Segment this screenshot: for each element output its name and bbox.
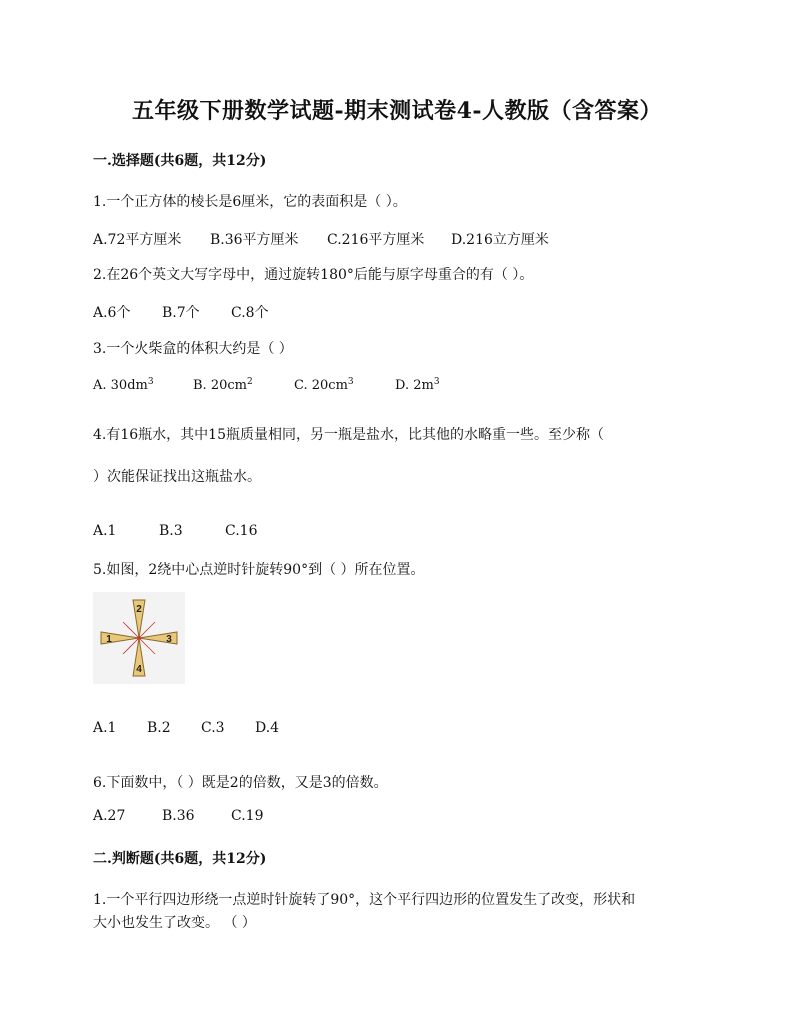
- question-3-options: [93, 377, 440, 393]
- question-5-options: [93, 720, 279, 736]
- option: C.16: [225, 523, 258, 539]
- option: B.3: [159, 523, 183, 539]
- option: C. $20cm^3$: [294, 377, 354, 393]
- question-6: 6.下面数中，（ ）既是2的倍数，又是3的倍数。: [93, 775, 388, 791]
- judgment-1-line-2: 大小也发生了改变。 （ ）: [93, 915, 256, 931]
- question-4-line-2: ）次能保证找出这瓶盐水。: [93, 469, 261, 485]
- blade-label-2: 2: [136, 604, 142, 615]
- option: B.2: [147, 720, 171, 736]
- option: C.216平方厘米: [327, 232, 425, 248]
- option: A.6个: [93, 305, 131, 321]
- question-1: 1.一个正方体的棱长是6厘米，它的表面积是（ ）。: [93, 194, 407, 210]
- option: A.1: [93, 720, 117, 736]
- option: D.4: [255, 720, 280, 736]
- option: D. $2m^3$: [395, 377, 440, 393]
- option: A.27: [93, 808, 126, 824]
- question-2-options: [93, 302, 269, 322]
- judgment-1-line-1: 1.一个平行四边形绕一点逆时针旋转了90°，这个平行四边形的位置发生了改变，形状和: [93, 892, 636, 908]
- question-6-options: [93, 808, 263, 824]
- option: C.19: [231, 808, 264, 824]
- question-4-line-1: 4.有16瓶水，其中15瓶质量相同，另一瓶是盐水，比其他的水略重一些。至少称（: [93, 427, 604, 443]
- blade-label-4: 4: [136, 664, 142, 675]
- option: A.72平方厘米: [93, 232, 182, 248]
- option: B.7个: [162, 305, 200, 321]
- section-heading-multiple-choice: 一.选择题(共6题，共12分): [93, 153, 267, 169]
- blade-label-1: 1: [106, 634, 112, 645]
- option: A.1: [93, 523, 117, 539]
- option: C.3: [201, 720, 225, 736]
- option: A. $30dm^3$: [93, 377, 154, 393]
- option: C.8个: [231, 305, 269, 321]
- option: B.36平方厘米: [210, 232, 299, 248]
- rotation-figure: [93, 592, 185, 684]
- question-3: 3.一个火柴盒的体积大约是（ ）: [93, 341, 293, 357]
- blade-label-3: 3: [166, 634, 172, 645]
- question-2: 2.在26个英文大写字母中，通过旋转180°后能与原字母重合的有（ ）。: [93, 267, 534, 283]
- option: B. $20cm^2$: [193, 377, 253, 393]
- page-title: 五年级下册数学试题-期末测试卷4-人教版（含答案）: [131, 98, 663, 124]
- question-1-options: [93, 229, 549, 249]
- rotation-figure-svg: [93, 592, 185, 684]
- option: B.36: [162, 808, 195, 824]
- section-heading-true-false: 二.判断题(共6题，共12分): [93, 851, 267, 867]
- option: D.216立方厘米: [451, 232, 549, 248]
- question-5: 5.如图，2绕中心点逆时针旋转90°到（ ）所在位置。: [93, 562, 425, 578]
- question-4-options: [93, 523, 257, 539]
